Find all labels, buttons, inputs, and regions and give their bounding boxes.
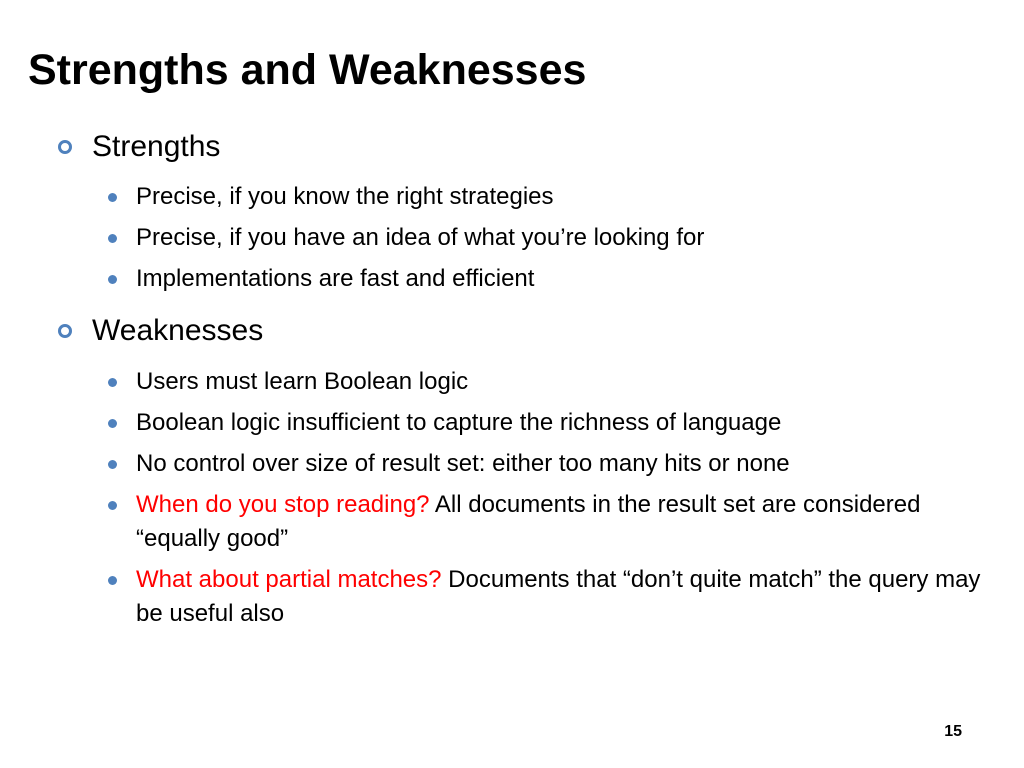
bullet-text: Precise, if you know the right strategies	[136, 183, 554, 210]
highlight-question: What about partial matches?	[136, 566, 442, 593]
dot-bullet-icon	[108, 193, 117, 202]
bullet-text: Precise, if you have an idea of what you’re looking for	[136, 224, 705, 251]
bullet-text: Implementations are fast and efficient	[136, 265, 535, 292]
bullet-text: Users must learn Boolean logic	[136, 368, 469, 395]
list-item	[108, 447, 988, 481]
highlight-question: When do you stop reading?	[136, 491, 430, 518]
dot-bullet-icon	[108, 419, 117, 428]
bullet-continuation: Documents that “don’t quite match” the query may be useful also	[136, 566, 981, 627]
bullet-text-mixed	[136, 488, 988, 556]
dot-bullet-icon	[108, 378, 117, 387]
dot-bullet-icon	[108, 576, 117, 585]
bullet-text: Boolean logic insufficient to capture the richness of language	[136, 409, 782, 436]
dot-bullet-icon	[108, 275, 117, 284]
slide-title: Strengths and Weaknesses	[28, 46, 587, 94]
dot-bullet-icon	[108, 460, 117, 469]
ring-bullet-icon	[58, 324, 72, 338]
list-item	[108, 262, 988, 296]
dot-bullet-icon	[108, 501, 117, 510]
list-item	[108, 221, 988, 255]
section-strengths	[58, 129, 221, 165]
bullet-text: No control over size of result set: either too many hits or none	[136, 450, 790, 477]
list-item	[108, 563, 988, 631]
list-item	[108, 365, 988, 399]
list-item	[108, 406, 988, 440]
page-number: 15	[944, 723, 962, 740]
list-item	[108, 488, 988, 556]
bullet-continuation: All documents in the result set are considered “equally good”	[136, 491, 921, 552]
bullet-text-mixed	[136, 563, 988, 631]
list-item	[108, 180, 988, 214]
section-heading: Strengths	[92, 130, 221, 163]
section-weaknesses	[58, 313, 264, 349]
section-heading: Weaknesses	[92, 314, 264, 347]
ring-bullet-icon	[58, 140, 72, 154]
dot-bullet-icon	[108, 234, 117, 243]
